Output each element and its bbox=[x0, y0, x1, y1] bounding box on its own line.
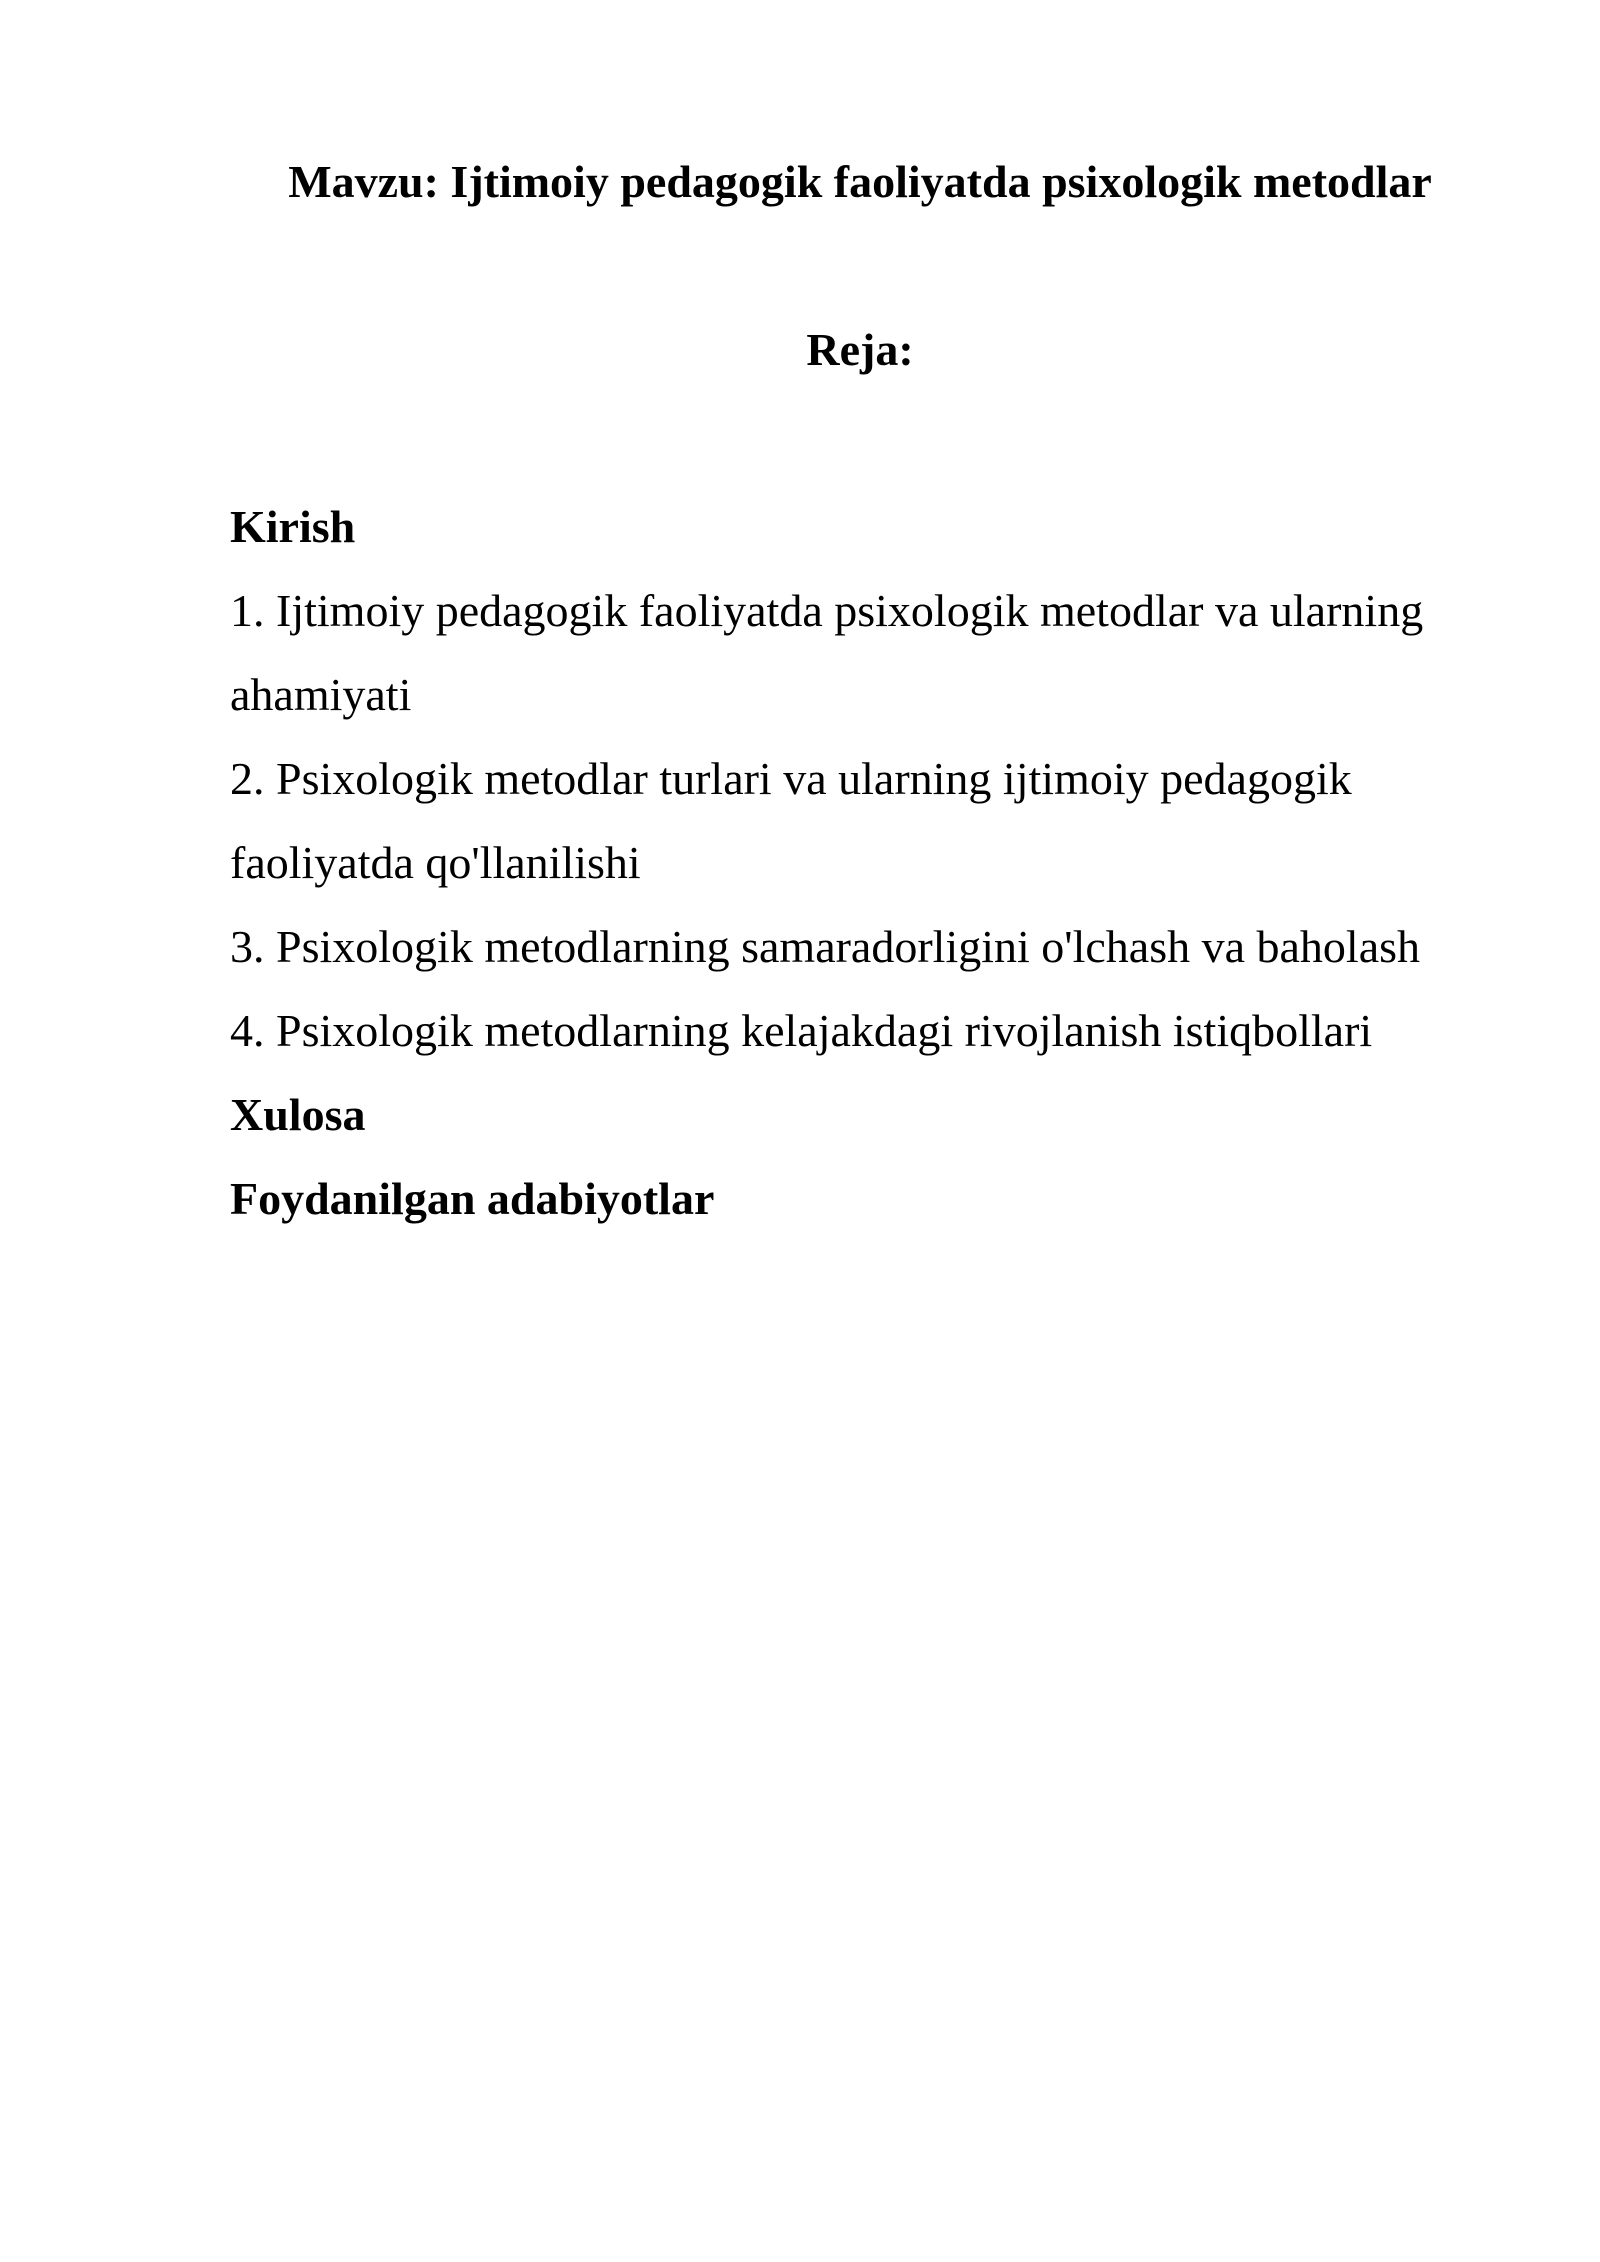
plan-item-2: 2. Psixologik metodlar turlari va ularning ijtimoiy pedagogik faoliyatda qo'llanilishi bbox=[230, 753, 1352, 888]
plan-item-3: 3. Psixologik metodlarning samaradorligini o'lchash va baholash bbox=[230, 921, 1421, 972]
plan-list bbox=[230, 485, 1530, 1241]
plan-item-intro: Kirish bbox=[230, 501, 356, 552]
plan-item-conclusion: Xulosa bbox=[230, 1089, 366, 1140]
plan-heading: Reja: bbox=[806, 324, 914, 375]
plan-item-references: Foydanilgan adabiyotlar bbox=[230, 1173, 715, 1224]
plan-item-1: 1. Ijtimoiy pedagogik faoliyatda psixologik metodlar va ularning ahamiyati bbox=[230, 585, 1424, 720]
document-title: Mavzu: Ijtimoiy pedagogik faoliyatda psixologik metodlar bbox=[288, 156, 1432, 207]
plan-item-4: 4. Psixologik metodlarning kelajakdagi rivojlanish istiqbollari bbox=[230, 1005, 1373, 1056]
